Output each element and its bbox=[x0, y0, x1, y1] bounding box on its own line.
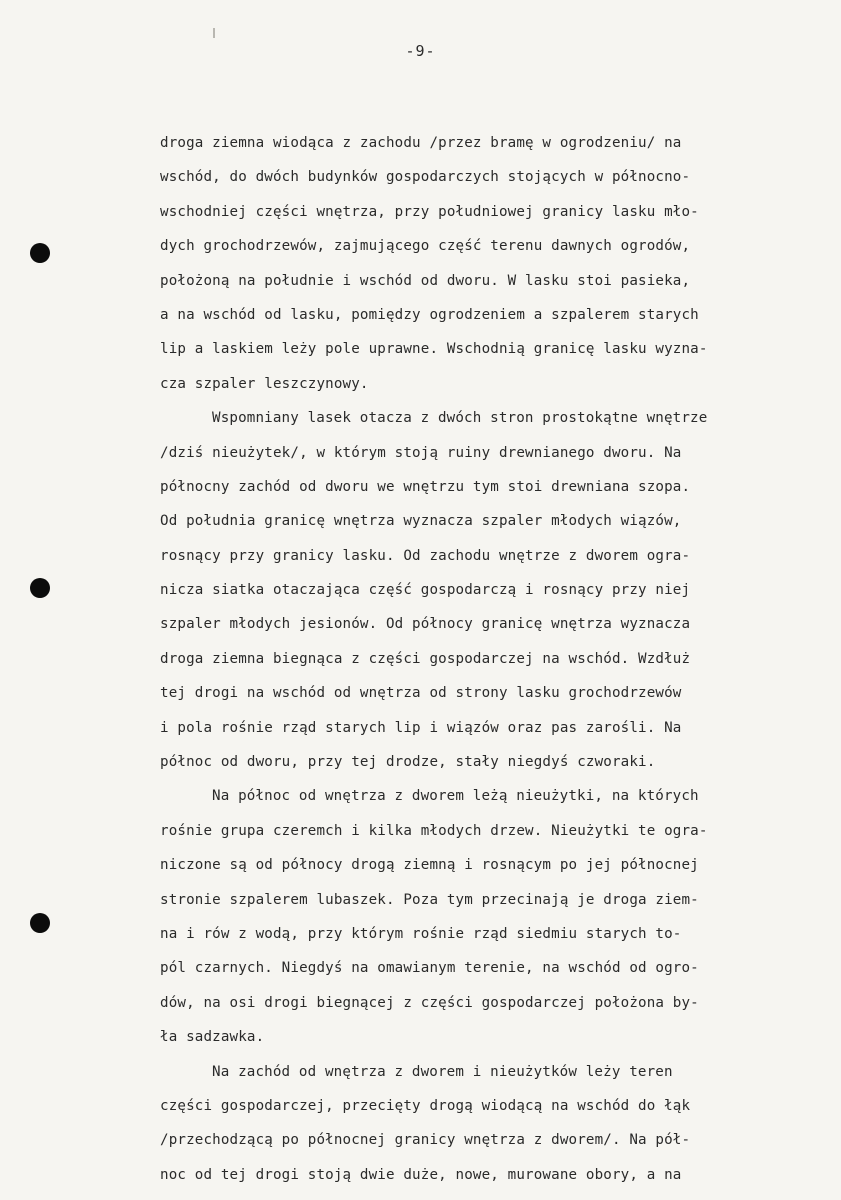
text-line: północny zachód od dworu we wnętrzu tym stoi drewniana szopa. bbox=[160, 478, 691, 495]
typewritten-text-body bbox=[160, 126, 820, 1192]
text-line: niczone są od północy drogą ziemną i rosnącym po jej północnej bbox=[160, 857, 699, 874]
text-line: Wspomniany lasek otacza z dwóch stron prostokątne wnętrze bbox=[212, 410, 708, 427]
text-line: droga ziemna wiodąca z zachodu /przez bramę w ogrodzeniu/ na bbox=[160, 135, 682, 151]
page-number: -9- bbox=[405, 42, 436, 60]
text-line: noc od tej drogi stoją dwie duże, nowe, murowane obory, a na bbox=[160, 1166, 682, 1183]
text-line: pól czarnych. Niegdyś na omawianym terenie, na wschód od ogro- bbox=[160, 960, 699, 977]
text-line: tej drogi na wschód od wnętrza od strony lasku grochodrzewów bbox=[160, 685, 682, 702]
punch-hole-middle bbox=[30, 578, 50, 598]
text-line: droga ziemna biegnąca z części gospodarczej na wschód. Wzdłuż bbox=[160, 650, 691, 667]
text-line: nicza siatka otaczająca część gospodarczą i rosnący przy niej bbox=[160, 582, 691, 599]
text-line: dów, na osi drogi biegnącej z części gospodarczej położona by- bbox=[160, 994, 699, 1011]
text-line: i pola rośnie rząd starych lip i wiązów oraz pas zarośli. Na bbox=[160, 719, 682, 736]
text-line: /przechodzącą po północnej granicy wnętrza z dworem/. Na pół- bbox=[160, 1132, 691, 1149]
text-line: ła sadzawka. bbox=[160, 1029, 265, 1046]
text-line: rosnący przy granicy lasku. Od zachodu wnętrze z dworem ogra- bbox=[160, 547, 691, 564]
text-line: Od południa granicę wnętrza wyznacza szpaler młodych wiązów, bbox=[160, 513, 682, 530]
text-line: cza szpaler leszczynowy. bbox=[160, 375, 369, 392]
text-line: a na wschód od lasku, pomiędzy ogrodzeniem a szpalerem starych bbox=[160, 306, 699, 323]
text-line: wschodniej części wnętrza, przy południowej granicy lasku mło- bbox=[160, 203, 699, 220]
text-line: dych grochodrzewów, zajmującego część terenu dawnych ogrodów, bbox=[160, 238, 691, 255]
text-line: północ od dworu, przy tej drodze, stały niegdyś czworaki. bbox=[160, 754, 656, 771]
text-line: na i rów z wodą, przy którym rośnie rząd siedmiu starych to- bbox=[160, 925, 682, 942]
text-line: Na północ od wnętrza z dworem leżą nieużytki, na których bbox=[212, 788, 699, 805]
text-line: szpaler młodych jesionów. Od północy granicę wnętrza wyznacza bbox=[160, 616, 691, 633]
text-line: /dziś nieużytek/, w którym stoją ruiny drewnianego dworu. Na bbox=[160, 444, 682, 461]
text-line: stronie szpalerem lubaszek. Poza tym przecinają je droga ziem- bbox=[160, 891, 699, 908]
punch-hole-bottom bbox=[30, 913, 50, 933]
text-line: Na zachód od wnętrza z dworem i nieużytków leży teren bbox=[212, 1063, 673, 1080]
punch-hole-top bbox=[30, 243, 50, 263]
text-line: wschód, do dwóch budynków gospodarczych stojących w północno- bbox=[160, 169, 691, 186]
text-line: części gospodarczej, przecięty drogą wiodącą na wschód do łąk bbox=[160, 1097, 691, 1114]
text-line: położoną na południe i wschód od dworu. W lasku stoi pasieka, bbox=[160, 272, 691, 289]
text-line: rośnie grupa czeremch i kilka młodych drzew. Nieużytki te ogra- bbox=[160, 822, 708, 839]
text-line: lip a laskiem leży pole uprawne. Wschodnią granicę lasku wyzna- bbox=[160, 341, 708, 358]
paper-speck bbox=[213, 28, 215, 38]
